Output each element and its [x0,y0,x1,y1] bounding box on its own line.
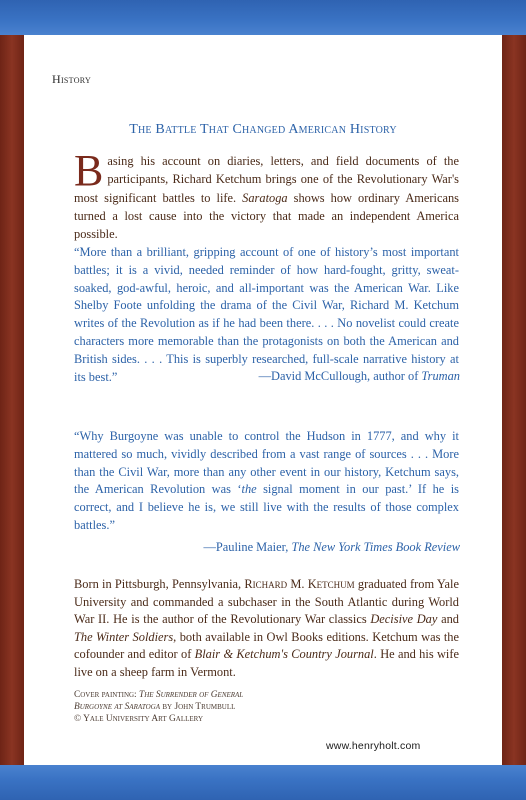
cover-credit [74,689,243,725]
right-red-border [502,35,526,765]
top-blue-band [0,0,526,35]
credit-label: Cover painting: [74,690,140,700]
credit-painting-title-1: The Surrender of General [139,690,244,700]
credit-line-2 [74,701,243,713]
left-red-border [0,35,24,765]
bio-text-2: graduated from Yale University and commanded a subchaser in the South Atlantic during World War II. He is the author of the Revolutionary War classics [74,577,459,627]
bio-text-5: . He and his wife live on a sheep farm in Vermont. [74,647,459,679]
credit-line-3: © Yale University Art Gallery [74,714,204,724]
attribution-maier-name: —Pauline Maier, [203,540,292,554]
credit-by: by [160,702,175,712]
review-quote-mccullough: “More than a brilliant, gripping account of one of history’s most important battles; it is a vivid, needed reminder of how hard-fought, gritty, sweat-soaked, god-awful, heroic, and all-important was the American War. Like Shelby Foote unfolding the drama of the Civil War, Richard M. Ketchum writes of the Revolution as if he had been there. . . . No novelist could create characters more memorable than the protagonists on both the American and British sides. . . . This is superbly researched, full-scale narrative history at its best.” [74,245,459,384]
bio-text-1: Born in Pittsburgh, Pennsylvania, [74,577,245,591]
bottom-blue-band [0,765,526,800]
headline: The Battle That Changed American History [129,122,397,137]
drop-cap: B [74,146,104,195]
description-blurb [74,146,459,243]
quote-maier-text-2: signal moment in our past.’ If he is correct, and I believe he is, we still live with the results of those complex battles.” [74,482,459,532]
bio-text-3: and [437,612,459,627]
credit-artist: John Trumbull [174,702,236,712]
attribution-maier-work: The New York Times Book Review [291,540,460,554]
author-bio [74,576,459,682]
quote-maier-text-1: “Why Burgoyne was unable to control the Hudson in 1777, and why it mattered so much, vividly described from a vast range of sources . . . More than the Civil War, more than any other event in our history, Ketchum says, the American Revolution was ‘ [74,429,459,497]
bio-text-4: , both available in Owl Books editions. Ketchum was the cofounder and editor of [74,629,459,662]
bio-journal-title: Blair & Ketchum's Country Journal [194,647,374,662]
attribution-maier [75,540,460,555]
publisher-website: www.henryholt.com [326,740,421,752]
blurb-text-1: asing his account on diaries, letters, and field documents of the participants, Richard Ketchum brings one of the Revolutionary War's most significant battles to life. [74,154,459,205]
attribution-mccullough-name: —David McCullough, author of [258,369,422,383]
attribution-mccullough [75,369,460,384]
blurb-text-2: shows how ordinary Americans turned a lost cause into the victory that made an independent America possible. [74,190,459,242]
quote-maier-emphasis: the [241,482,257,497]
review-quote-maier [74,428,459,535]
credit-painting-title-2: Burgoyne at Saratoga [74,702,161,712]
blurb-book-title: Saratoga [242,190,288,205]
bio-author-name: Richard M. Ketchum [244,577,355,591]
bio-book-winter-soldiers: The Winter Soldiers [74,629,174,644]
credit-line-1 [74,689,243,701]
attribution-mccullough-work: Truman [421,369,460,383]
bio-book-decisive-day: Decisive Day [370,612,438,627]
category-label: History [52,72,92,86]
